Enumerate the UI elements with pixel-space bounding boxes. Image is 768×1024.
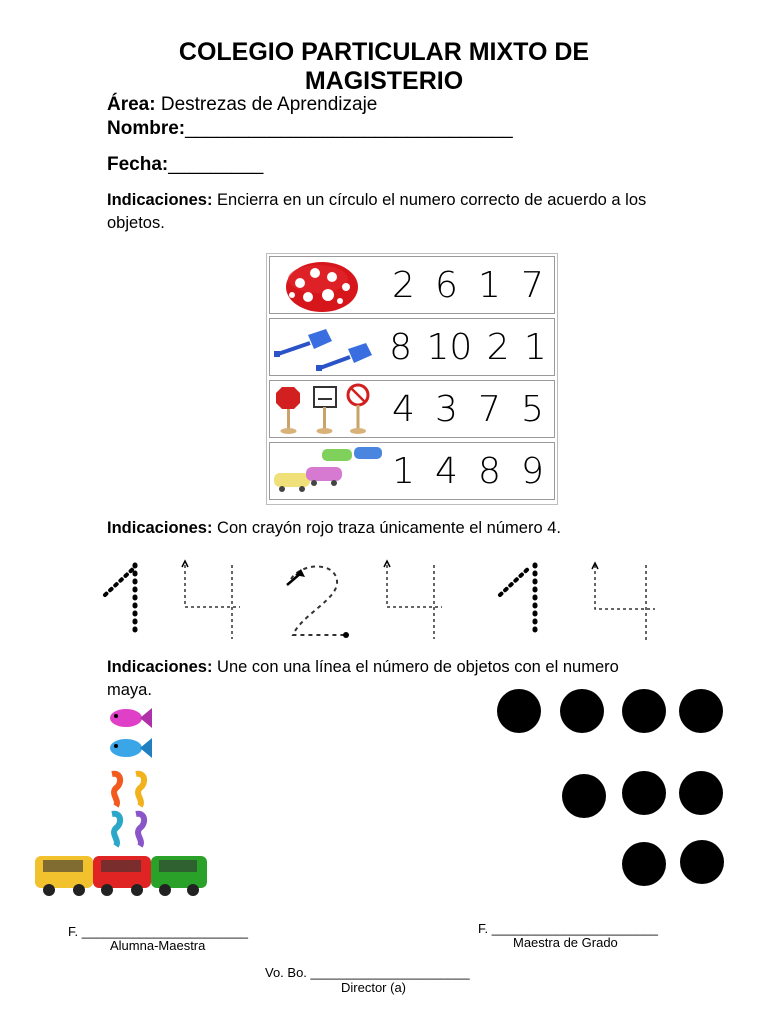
ball-icon [270,257,382,313]
signature-bottom-role: Director (a) [341,980,407,995]
fecha-field [107,153,263,177]
traffic-sign-icon [270,381,382,437]
instructions-2-text: Con crayón rojo traza únicamente el número 4. [212,519,561,537]
maya-dot [679,689,723,733]
number-option[interactable]: 2 [486,326,510,368]
number-option[interactable]: 2 [392,264,415,306]
area-value: Destrezas de Aprendizaje [155,94,378,115]
maya-dot [680,840,724,884]
maya-dot [497,689,541,733]
signature-left-role: Alumna-Maestra [110,938,206,953]
trace-digit-1[interactable] [105,565,135,637]
number-option[interactable]: 7 [478,388,501,430]
maya-dot [622,689,666,733]
signature-right-line[interactable]: _______________________ [491,921,659,936]
signature-right-prefix: F. [478,921,492,936]
nombre-field [107,117,513,141]
maya-dot [562,774,606,818]
table-row [269,442,555,500]
trace-digit-4[interactable] [384,561,442,639]
signature-bottom [265,965,470,981]
bus-icon[interactable] [33,850,209,898]
shovel-icon [270,319,382,375]
nombre-blank[interactable]: _______________________________ [185,118,513,139]
table-row [269,318,555,376]
area-field [107,93,377,117]
number-options-row-1 [382,257,554,313]
number-option[interactable]: 7 [521,264,544,306]
number-option[interactable]: 5 [521,388,544,430]
table-row [269,256,555,314]
page-title-line1: COLEGIO PARTICULAR MIXTO DE [178,38,590,66]
number-option[interactable]: 10 [426,326,473,368]
maya-dot [679,771,723,815]
instructions-1-label: Indicaciones: [107,191,213,209]
number-option[interactable]: 1 [392,450,415,492]
trace-digit-2[interactable] [287,567,349,639]
instructions-3-label: Indicaciones: [107,658,213,676]
number-options-row-3 [382,381,554,437]
signature-left-line[interactable]: _______________________ [81,924,249,939]
signature-left-prefix: F. [68,924,82,939]
fecha-blank[interactable]: _________ [168,154,264,175]
number-option[interactable]: 3 [435,388,458,430]
trace-digit-4[interactable] [182,561,240,639]
trace-digit-4[interactable] [592,563,655,641]
number-option[interactable]: 4 [392,388,415,430]
signature-right-role: Maestra de Grado [513,935,618,950]
instructions-1 [107,189,667,235]
number-option[interactable]: 4 [435,450,458,492]
fish-icon[interactable] [100,702,160,764]
number-option[interactable]: 1 [523,326,547,368]
number-options-row-4 [382,443,554,499]
signature-bottom-prefix: Vo. Bo. [265,965,311,980]
number-option[interactable]: 8 [478,450,501,492]
tracing-digits [95,555,675,645]
trace-digit-1[interactable] [500,565,535,637]
nombre-label: Nombre: [107,118,186,139]
instructions-1-text: Encierra en un círculo el numero correcto de acuerdo a los objetos. [107,191,647,232]
fecha-label: Fecha: [107,154,169,175]
maya-dot [560,689,604,733]
maya-dot [622,771,666,815]
number-option[interactable]: 8 [389,326,413,368]
number-options-row-2 [382,319,554,375]
instructions-2-label: Indicaciones: [107,519,213,537]
counting-table [266,253,558,505]
area-label: Área: [107,94,156,115]
seahorse-icon[interactable] [100,770,156,848]
maya-dot [622,842,666,886]
number-option[interactable]: 9 [521,450,544,492]
instructions-2 [107,517,707,540]
number-option[interactable]: 6 [435,264,458,306]
number-option[interactable]: 1 [478,264,501,306]
instructions-3-text: Une con una línea el número de objetos con el numero maya. [107,658,619,699]
page-title-line2: MAGISTERIO [304,67,464,95]
toy-car-icon [270,443,382,499]
signature-bottom-line[interactable]: ______________________ [310,965,470,980]
table-row [269,380,555,438]
